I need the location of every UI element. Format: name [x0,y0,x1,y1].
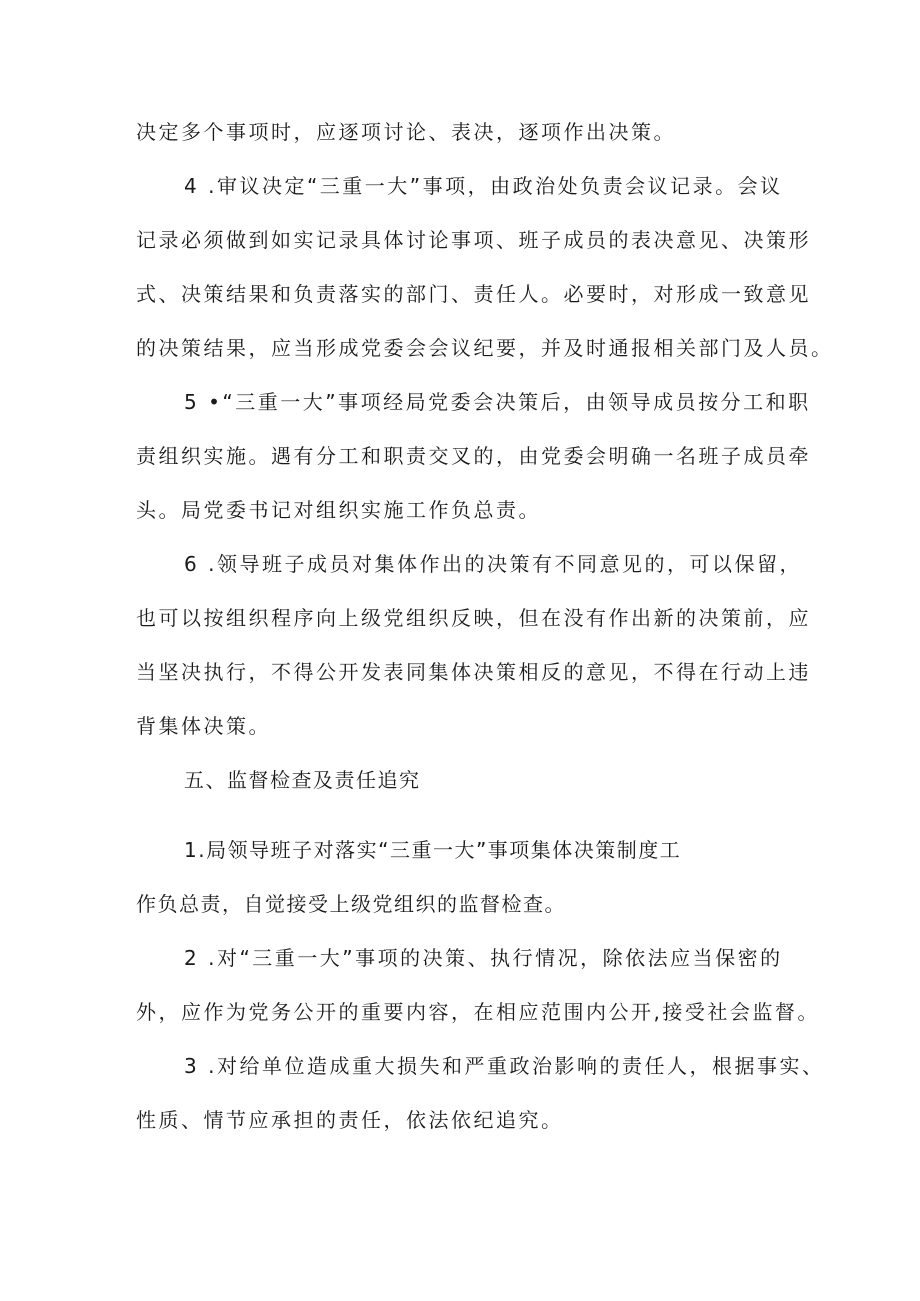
text-line: 责组织实施。遇有分工和职责交叉的，由党委会明确一名班子成员牵 [136,444,811,468]
text-line: 决定多个事项时，应逐项讨论、表决，逐项作出决策。 [136,120,676,144]
text-line: 作负总责，自觉接受上级党组织的监督检查。 [136,892,566,916]
paragraph-item-2: 2 .对“三重一大”事项的决策、执行情况，除依法应当保密的 [184,946,783,970]
text-line: 性质、情节应承担的责任，依法依纪追究。 [136,1108,564,1132]
text-line: 式、决策结果和负责落实的部门、责任人。必要时，对形成一致意见 [136,282,811,306]
text-line: 也可以按组织程序向上级党组织反映，但在没有作出新的决策前，应 [136,606,811,630]
paragraph-item-3: 3 .对给单位造成重大损失和严重政治影响的责任人，根据事实、 [184,1054,825,1078]
section-heading: 五、监督检查及责任追究 [184,768,421,792]
text-line: 当坚决执行，不得公开发表同集体决策相反的意见，不得在行动上违 [136,660,811,684]
text-line: 的决策结果，应当形成党委会会议纪要，并及时通报相关部门及人员。 [136,336,834,360]
text-line: 外，应作为党务公开的重要内容，在相应范围内公开,接受社会监督。 [136,1000,820,1024]
text-line: 记录必须做到如实记录具体讨论事项、班子成员的表决意见、决策形 [136,228,811,252]
text-line: 背集体决策。 [136,714,271,738]
paragraph-item-6: 6 .领导班子成员对集体作出的决策有不同意见的，可以保留， [184,552,802,576]
paragraph-item-1: 1.局领导班子对落实“三重一大”事项集体决策制度工 [184,838,682,862]
paragraph-item-5: 5 •“三重一大”事项经局党委会决策后，由领导成员按分工和职 [184,390,811,414]
paragraph-item-4: 4 .审议决定“三重一大”事项，由政治处负责会议记录。会议 [184,174,783,198]
text-line: 头。局党委书记对组织实施工作负总责。 [136,498,541,522]
